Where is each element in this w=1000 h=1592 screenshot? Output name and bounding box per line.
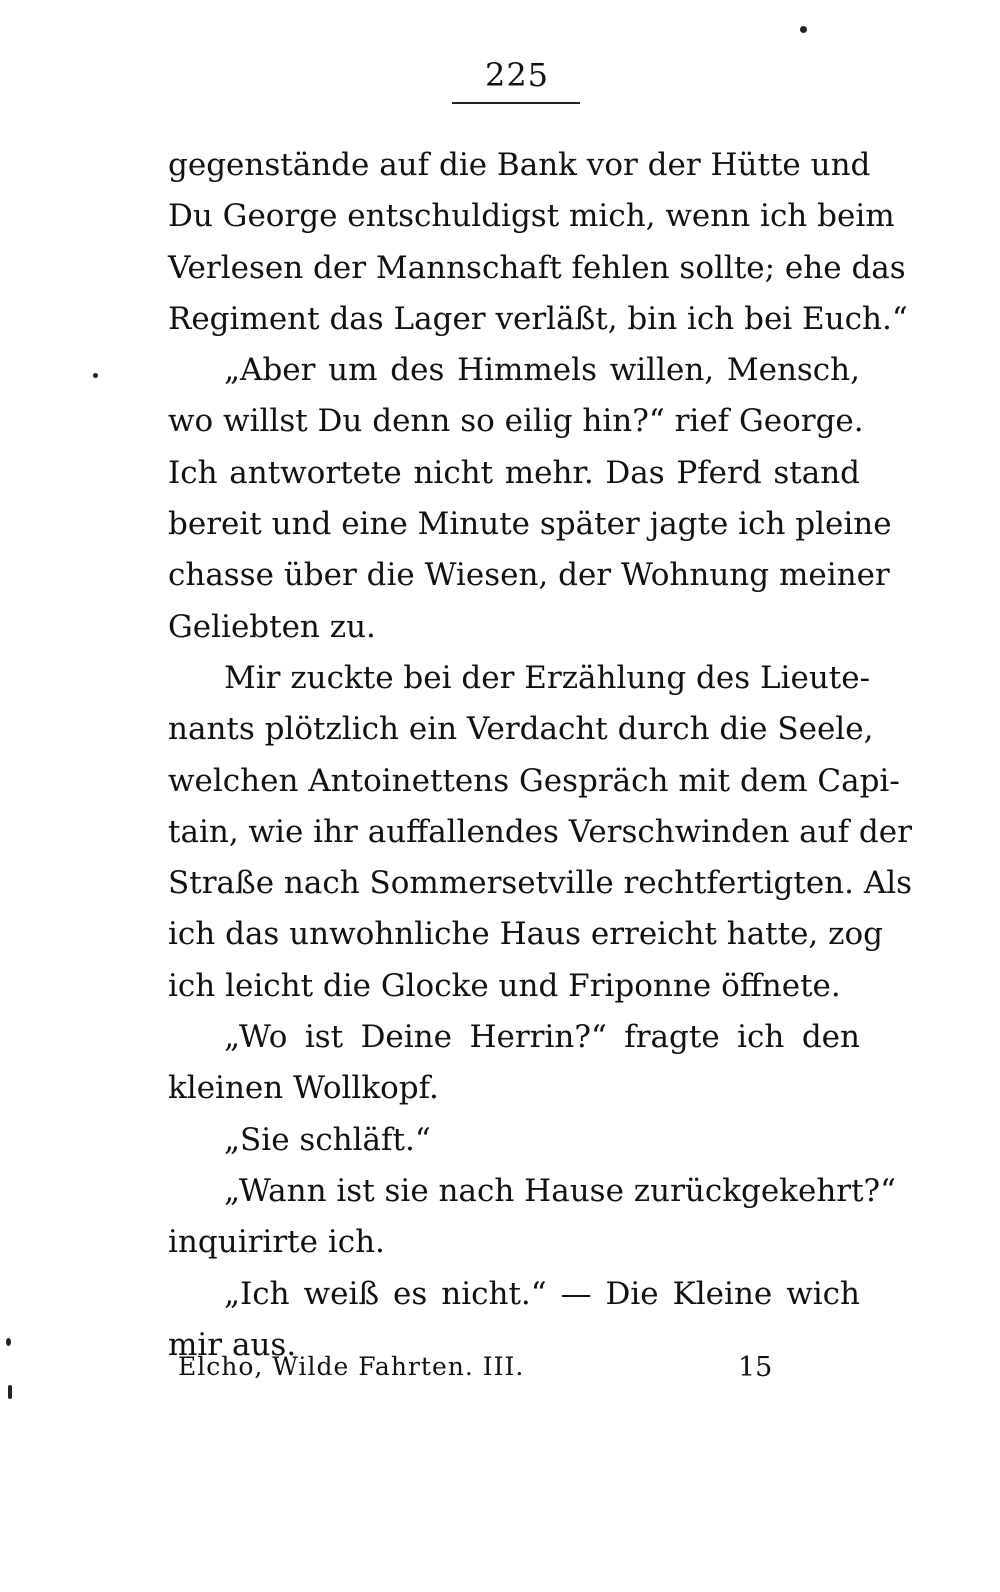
text-line: tain, wie ihr auffallendes Verschwinden auf der [168, 813, 912, 850]
text-line: Verlesen der Mannschaft fehlen sollte; ehe das [168, 249, 906, 286]
text-line: gegenstände auf die Bank vor der Hütte und [168, 147, 871, 183]
text-line: Mir zuckte bei der Erzählung des Lieute- [224, 659, 871, 696]
scan-speck [8, 1385, 12, 1399]
text-line: kleinen Wollkopf. [168, 1070, 439, 1107]
text-line: mir aus. [168, 1326, 297, 1363]
text-line: „Aber um des Himmels willen, Mensch, [224, 352, 860, 389]
scan-speck [93, 373, 98, 378]
text-line: wo willst Du denn so eilig hin?“ rief George. [168, 403, 864, 440]
signature-mark: Elcho, Wilde Fahrten. III. [178, 1352, 525, 1381]
text-line: „Sie schläft.“ [224, 1121, 431, 1158]
text-line: Du George entschuldigst mich, wenn ich beim [168, 198, 895, 235]
text-line: Straße nach Sommersetville rechtfertigten. Als [168, 865, 913, 902]
page-footer [178, 1352, 778, 1392]
page-number: 225 [484, 56, 550, 94]
text-line: Geliebten zu. [168, 608, 376, 645]
text-line: „Wann ist sie nach Hause zurückgekehrt?“ [224, 1172, 897, 1209]
text-line: chasse über die Wiesen, der Wohnung meiner [168, 557, 890, 594]
text-line: „Wo ist Deine Herrin?“ fragte ich den [224, 1019, 860, 1056]
text-line: welchen Antoinettens Gespräch mit dem Capi- [168, 762, 900, 799]
text-line: inquirirte ich. [168, 1224, 385, 1261]
scan-speck [800, 26, 807, 33]
scan-speck [6, 1338, 11, 1346]
text-line: bereit und eine Minute später jagte ich pleine [168, 506, 892, 543]
text-line: nants plötzlich ein Verdacht durch die Seele, [168, 711, 874, 748]
body-text [168, 140, 913, 1371]
text-line: ich das unwohnliche Haus erreicht hatte, zog [168, 916, 883, 953]
text-line: Regiment das Lager verläßt, bin ich bei Euch.“ [168, 300, 908, 337]
text-line: Ich antwortete nicht mehr. Das Pferd stand [168, 454, 860, 491]
text-line: ich leicht die Glocke und Friponne öffnete. [168, 967, 841, 1004]
sheet-number: 15 [738, 1352, 773, 1383]
header-rule [452, 102, 580, 104]
text-line: „Ich weiß es nicht.“ — Die Kleine wich [224, 1275, 860, 1312]
